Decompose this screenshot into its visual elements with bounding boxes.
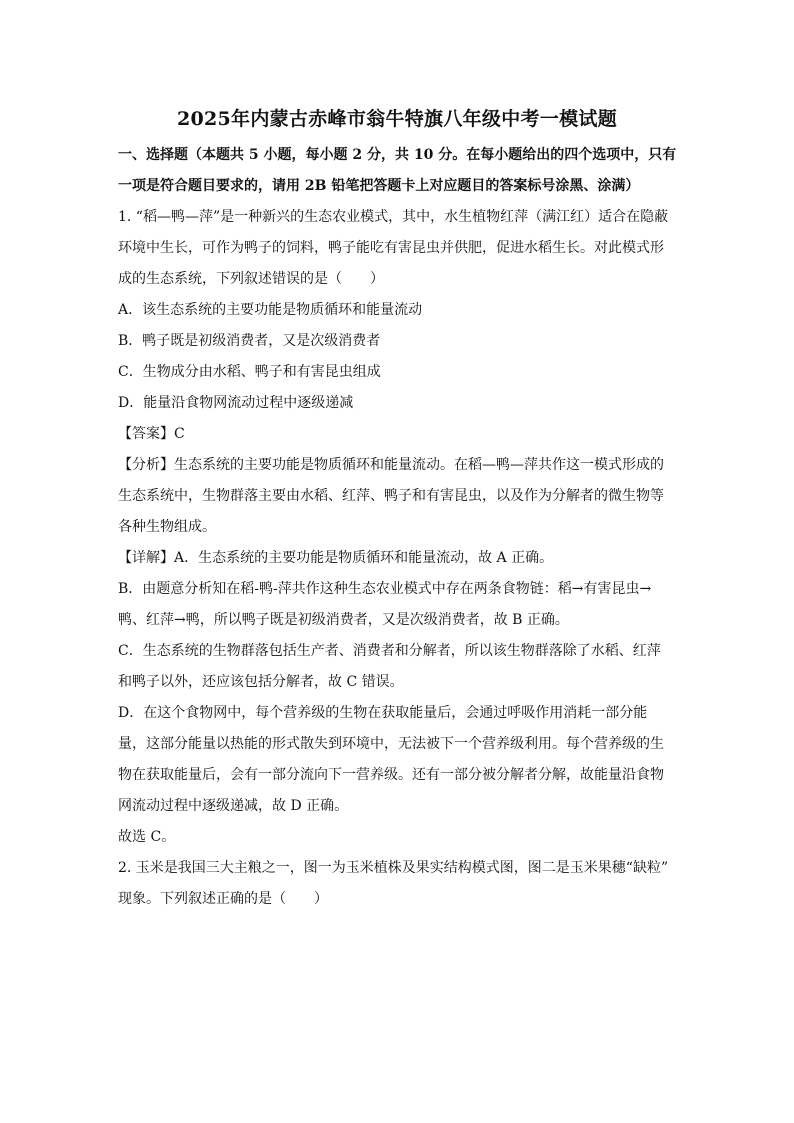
question-1-option-c: C．生物成分由水稻、鸭子和有害昆虫组成	[118, 364, 381, 380]
question-1-detail-d-line-2: 量，这部分能量以热能的形式散失到环境中，无法被下一个营养级利用。每个营养级的生	[118, 736, 664, 752]
question-1-analysis-line-3: 各种生物组成。	[118, 519, 216, 535]
page-title: 2025年内蒙古赤峰市翁牛特旗八年级中考一模试题	[176, 108, 618, 130]
question-1-option-a: A．该生态系统的主要功能是物质循环和能量流动	[118, 302, 423, 318]
question-1-conclusion: 故选 C。	[118, 829, 176, 845]
question-1-stem-line-2: 环境中生长，可作为鸭子的饲料，鸭子能吃有害昆虫并供肥，促进水稻生长。对此模式形	[118, 240, 664, 256]
question-1-detail-d-line-4: 网流动过程中逐级递减，故 D 正确。	[118, 798, 349, 814]
question-1-detail-b-line-2: 鸭、红萍→鸭，所以鸭子既是初级消费者，又是次级消费者，故 B 正确。	[118, 612, 569, 628]
question-1-analysis-line-2: 生态系统中，生物群落主要由水稻、红萍、鸭子和有害昆虫，以及作为分解者的微生物等	[118, 488, 664, 504]
question-1-option-b: B．鸭子既是初级消费者，又是次级消费者	[118, 333, 381, 349]
question-1-detail-d-line-1: D．在这个食物网中，每个营养级的生物在获取能量后，会通过呼吸作用消耗一部分能	[118, 705, 648, 721]
question-1-option-d: D．能量沿食物网流动过程中逐级递减	[118, 395, 354, 411]
question-1-detail-a: 【详解】A．生态系统的主要功能是物质循环和能量流动，故 A 正确。	[118, 550, 554, 566]
question-1-detail-b-line-1: B．由题意分析知在稻-鸭-萍共作这种生态农业模式中存在两条食物链：稻→有害昆虫→	[118, 581, 652, 597]
section-heading-line-2: 一项是符合题目要求的，请用 2B 铅笔把答题卡上对应题目的答案标号涂黑、涂满）	[118, 178, 640, 194]
question-2-stem-line-1: 2. 玉米是我国三大主粮之一，图一为玉米植株及果实结构模式图，图二是玉米果穗“缺粒”	[118, 860, 669, 876]
section-heading-line-1: 一、选择题（本题共 5 小题，每小题 2 分，共 10 分。在每小题给出的四个选项中，只有	[118, 147, 677, 163]
question-1-analysis-line-1: 【分析】生态系统的主要功能是物质循环和能量流动。在稻—鸭—萍共作这一模式形成的	[118, 457, 664, 473]
question-1-detail-d-line-3: 物在获取能量后，会有一部分流向下一营养级。还有一部分被分解者分解，故能量沿食物	[118, 767, 664, 783]
question-1-answer: 【答案】C	[118, 426, 185, 442]
question-1-detail-c-line-1: C．生态系统的生物群落包括生产者、消费者和分解者，所以该生物群落除了水稻、红萍	[118, 643, 661, 659]
question-1-stem-line-3: 成的生态系统，下列叙述错误的是（ ）	[118, 271, 384, 287]
question-2-stem-line-2: 现象。下列叙述正确的是（ ）	[118, 891, 328, 907]
question-1-stem-line-1: 1. “稻—鸭—萍”是一种新兴的生态农业模式，其中，水生植物红萍（满江红）适合在隐蔽	[118, 209, 669, 225]
question-1-detail-c-line-2: 和鸭子以外，还应该包括分解者，故 C 错误。	[118, 674, 404, 690]
